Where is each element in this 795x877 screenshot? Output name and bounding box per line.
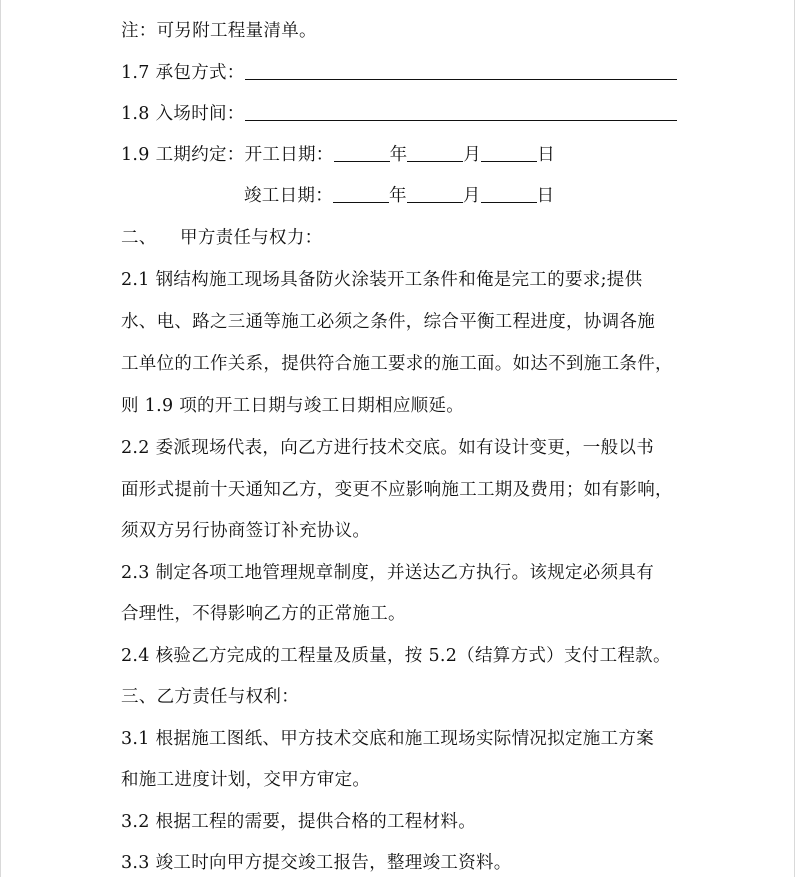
section-3-heading: 三、乙方责任与权利： (121, 687, 299, 707)
paragraph-2-2-line: 面形式提前十天通知乙方，变更不应影响施工工期及费用；如有影响， (121, 480, 673, 500)
day-label: 日 (536, 186, 555, 206)
start-date-label: 开工日期： (244, 145, 334, 165)
paragraph-3-1-line: 和施工进度计划，交甲方审定。 (121, 770, 371, 790)
paragraph-2-1-line: 水、电、路之三通等施工必须之条件，综合平衡工程进度，协调各施 (121, 312, 655, 332)
end-day-blank[interactable] (481, 184, 537, 203)
month-label: 月 (463, 145, 482, 165)
paragraph-2-1-line: 工单位的工作关系，提供符合施工要求的施工面。如达不到施工条件， (121, 354, 673, 374)
section-2-heading: 二、 甲方责任与权力： (121, 228, 323, 248)
contract-method-row (121, 61, 677, 85)
month-label: 月 (462, 186, 481, 206)
contract-method-blank[interactable] (245, 61, 677, 80)
day-label: 日 (537, 145, 556, 165)
start-year-blank[interactable] (334, 143, 390, 162)
end-date-row (244, 184, 554, 208)
paragraph-2-3-line: 合理性，不得影响乙方的正常施工。 (121, 604, 406, 624)
note-line: 注：可另附工程量清单。 (121, 21, 317, 41)
paragraph-2-1-line: 2.1 钢结构施工现场具备防火涂装开工条件和俺是完工的要求;提供 (121, 270, 643, 290)
schedule-label: 1.9 工期约定： (121, 145, 245, 165)
contract-method-label: 1.7 承包方式： (121, 63, 245, 83)
paragraph-2-3-line: 2.3 制定各项工地管理规章制度，并送达乙方执行。该规定必须具有 (121, 563, 654, 583)
entry-time-blank[interactable] (245, 102, 677, 121)
paragraph-2-2-line: 须双方另行协商签订补充协议。 (121, 521, 371, 541)
year-label: 年 (389, 186, 407, 206)
year-label: 年 (389, 145, 408, 165)
paragraph-2-2-line: 2.2 委派现场代表，向乙方进行技术交底。如有设计变更，一般以书 (121, 438, 654, 458)
start-month-blank[interactable] (407, 143, 463, 162)
start-date-row (121, 143, 555, 167)
entry-time-row (121, 102, 677, 126)
paragraph-3-2: 3.2 根据工程的需要，提供合格的工程材料。 (121, 812, 476, 832)
paragraph-2-4: 2.4 核验乙方完成的工程量及质量，按 5.2（结算方式）支付工程款。 (121, 646, 671, 666)
start-day-blank[interactable] (481, 143, 537, 162)
paragraph-3-3: 3.3 竣工时向甲方提交竣工报告，整理竣工资料。 (121, 853, 512, 873)
paragraph-3-1-line: 3.1 根据施工图纸、甲方技术交底和施工现场实际情况拟定施工方案 (121, 729, 654, 749)
end-month-blank[interactable] (407, 184, 463, 203)
end-year-blank[interactable] (333, 184, 389, 203)
end-date-label: 竣工日期： (244, 186, 333, 206)
entry-time-label: 1.8 入场时间： (121, 104, 245, 124)
paragraph-2-1-line: 则 1.9 项的开工日期与竣工日期相应顺延。 (121, 396, 465, 416)
